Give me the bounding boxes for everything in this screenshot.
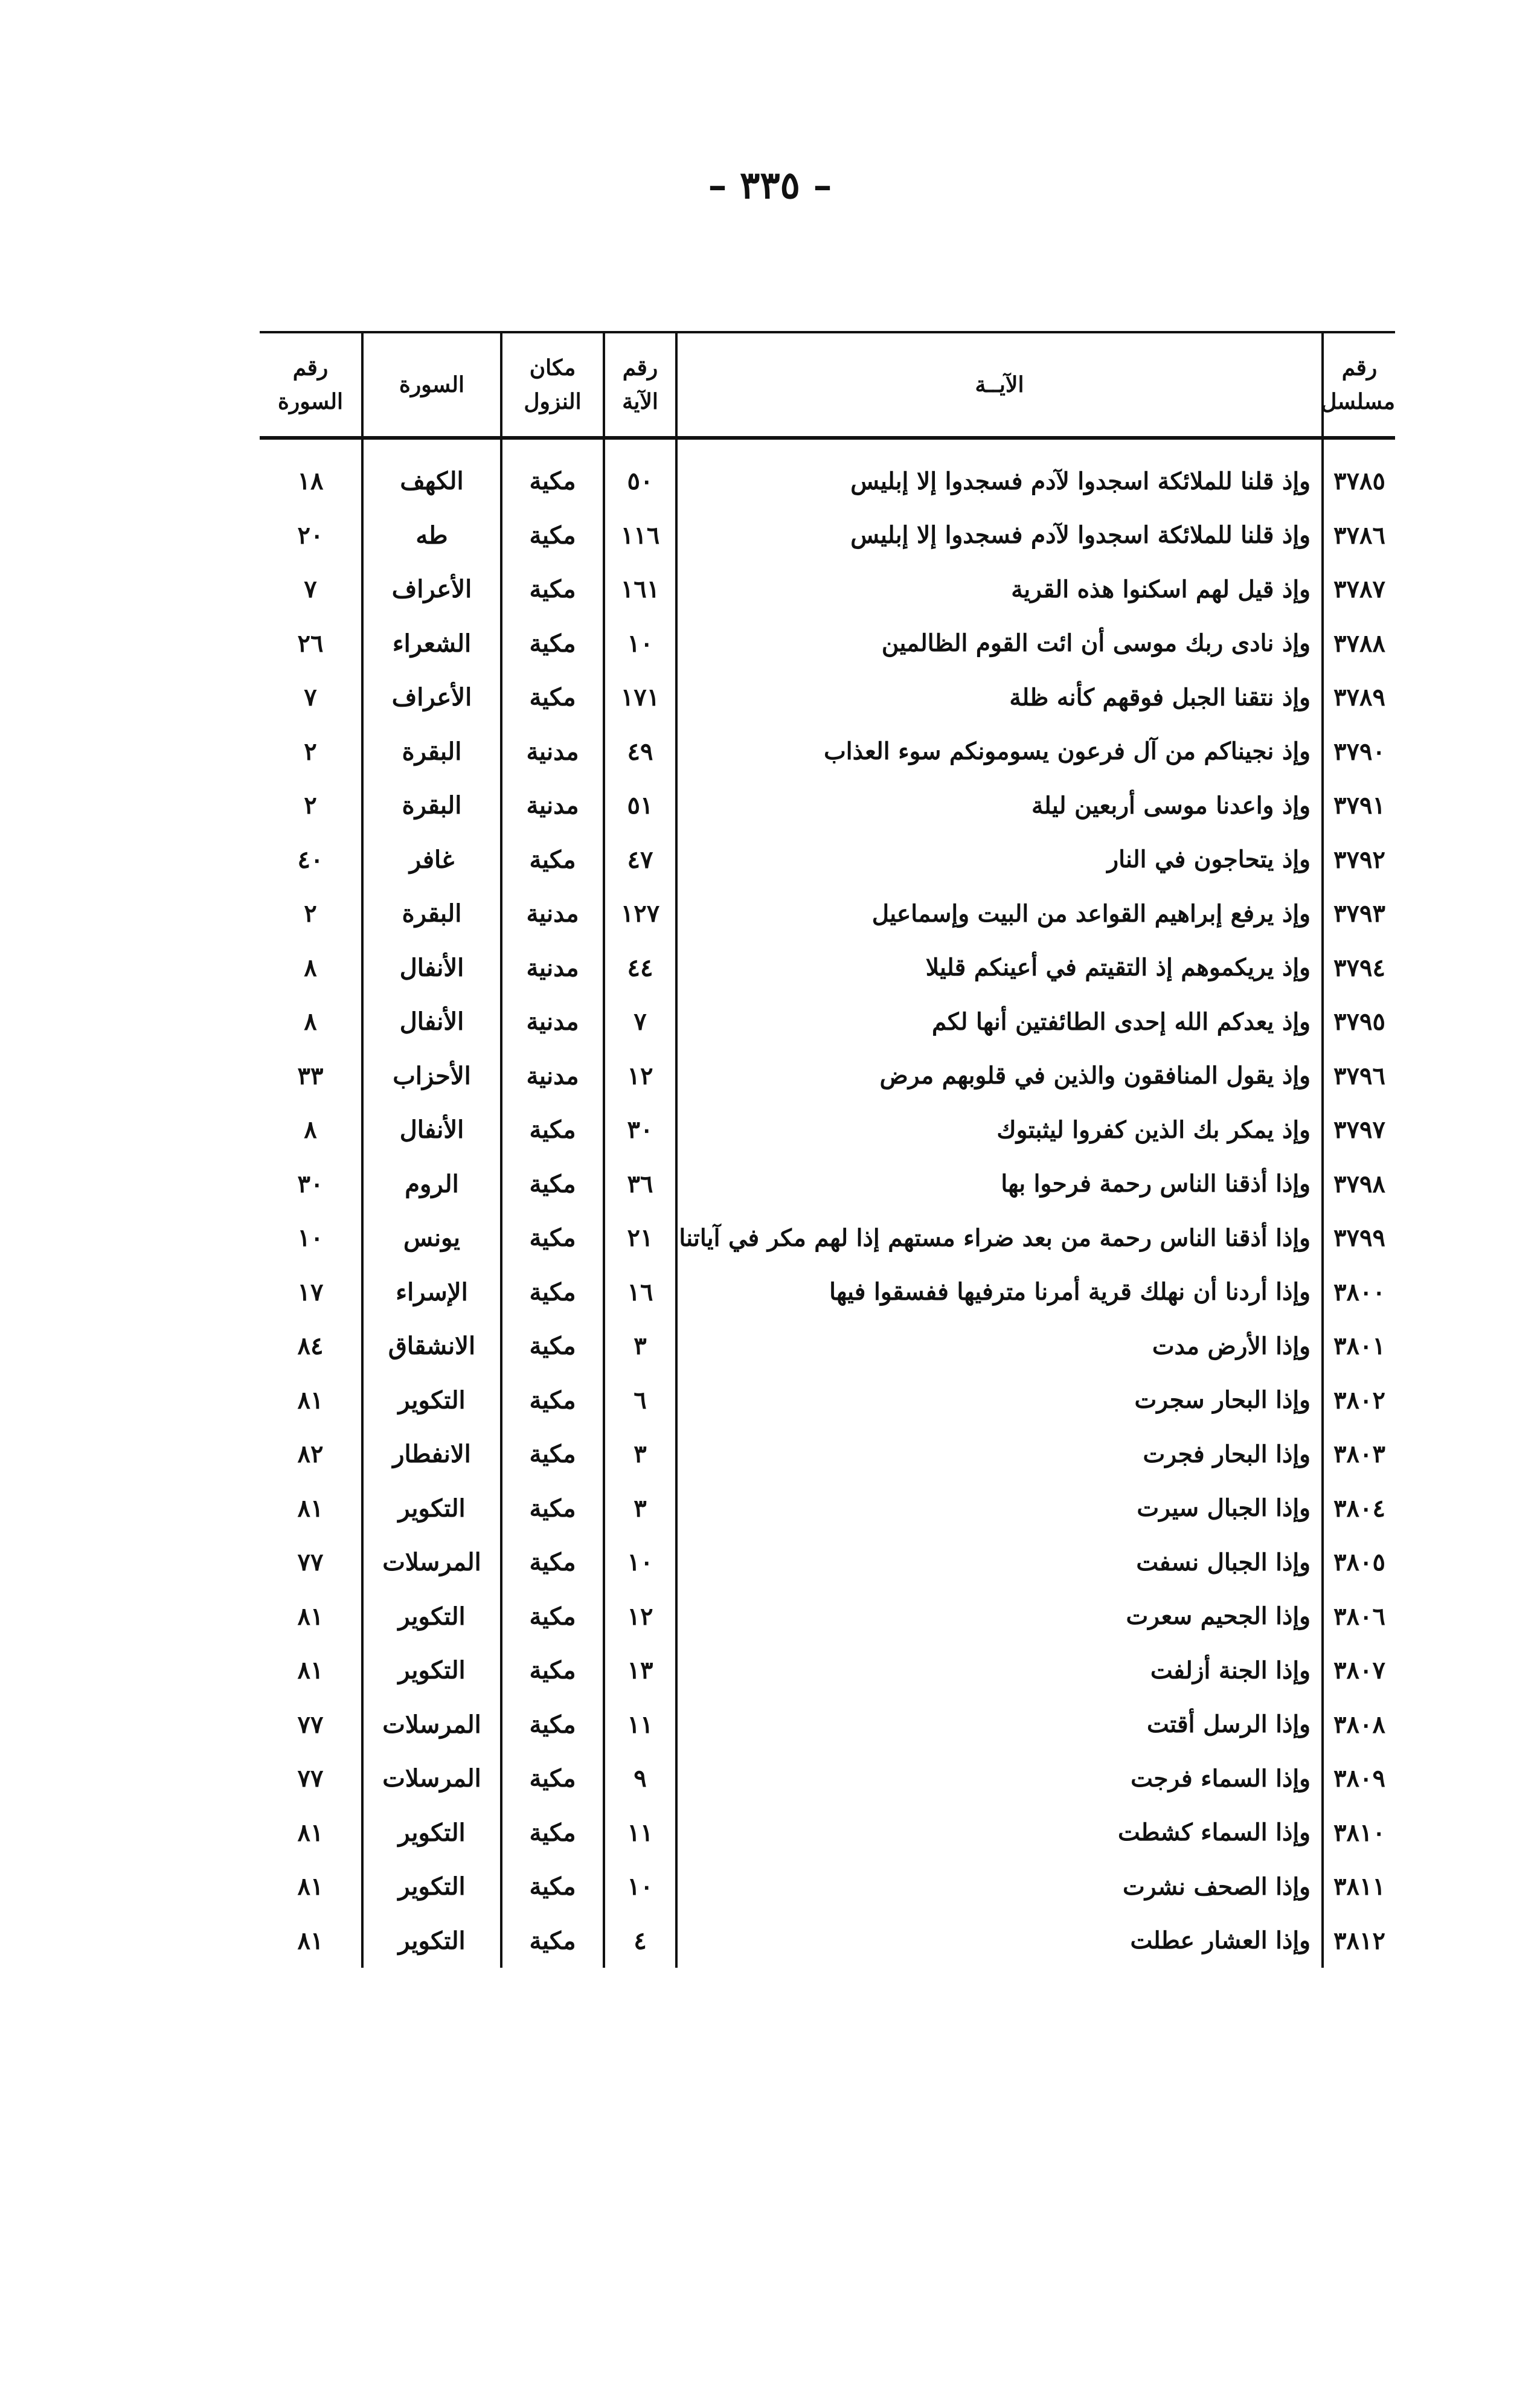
surah-number-cell: ٣٣ xyxy=(297,1061,324,1090)
surah-number-cell: ٤٠ xyxy=(297,845,324,874)
serial-cell: ٣٨٠١ xyxy=(1323,1319,1395,1373)
table-row xyxy=(260,725,1395,779)
ayah-number-cell: ٦ xyxy=(604,1373,676,1428)
serial-cell: ٣٨١٠ xyxy=(1323,1806,1395,1860)
serial-cell: ٣٧٩٣ xyxy=(1323,887,1395,941)
verse-cell: وإذ قلنا للملائكة اسجدوا لآدم فسجدوا إلا إبليس xyxy=(676,509,1323,563)
surah-name-cell: الأعراف xyxy=(362,562,501,617)
serial-cell: ٣٧٩٨ xyxy=(1323,1157,1395,1212)
header-surah: السورة xyxy=(362,333,501,438)
serial-cell: ٣٧٩٧ xyxy=(1323,1103,1395,1157)
surah-number-cell: ٨١ xyxy=(297,1926,324,1955)
ayah-number-cell: ٩ xyxy=(604,1752,676,1806)
table-row xyxy=(260,1265,1395,1320)
revelation-place-cell: مكية xyxy=(501,1319,604,1373)
revelation-place-cell: مكية xyxy=(501,1265,604,1320)
verse-cell: وإذ نادى ربك موسى أن ائت القوم الظالمين xyxy=(676,617,1323,671)
verse-cell: وإذ يعدكم الله إحدى الطائفتين أنها لكم xyxy=(676,995,1323,1049)
surah-name-cell: التكوير xyxy=(362,1860,501,1914)
ayah-number-cell: ١١٦ xyxy=(604,509,676,563)
serial-cell: ٣٧٩٥ xyxy=(1323,995,1395,1049)
verse-cell: وإذ قلنا للملائكة اسجدوا لآدم فسجدوا إلا إبليس xyxy=(676,438,1323,509)
serial-cell: ٣٨١٢ xyxy=(1323,1914,1395,1968)
header-surah-number: رقم السورة xyxy=(260,333,362,438)
surah-number-cell: ٧٧ xyxy=(297,1710,324,1739)
table-row xyxy=(260,833,1395,887)
ayah-number-cell: ١٦١ xyxy=(604,562,676,617)
table-row xyxy=(260,1698,1395,1752)
ayah-number-cell: ١٢٧ xyxy=(604,887,676,941)
surah-number-cell: ٨١ xyxy=(297,1818,324,1847)
ayah-number-cell: ١١ xyxy=(604,1806,676,1860)
surah-number-cell: ٢٦ xyxy=(297,629,324,658)
table-row xyxy=(260,1590,1395,1644)
revelation-place-cell: مكية xyxy=(501,833,604,887)
ayah-number-cell: ٣٦ xyxy=(604,1157,676,1212)
serial-cell: ٣٨٠٩ xyxy=(1323,1752,1395,1806)
surah-name-cell: المرسلات xyxy=(362,1698,501,1752)
serial-cell: ٣٨٠٦ xyxy=(1323,1590,1395,1644)
ayah-number-cell: ٤٤ xyxy=(604,941,676,995)
surah-number-cell: ٢ xyxy=(304,791,317,820)
table-header xyxy=(260,333,1395,438)
revelation-place-cell: مكية xyxy=(501,670,604,725)
table-row xyxy=(260,1427,1395,1482)
serial-cell: ٣٧٨٩ xyxy=(1323,670,1395,725)
verse-cell: وإذ نتقنا الجبل فوقهم كأنه ظلة xyxy=(676,670,1323,725)
revelation-place-cell: مكية xyxy=(501,1482,604,1536)
ayah-number-cell: ١١ xyxy=(604,1698,676,1752)
verse-cell: وإذا البحار فجرت xyxy=(676,1427,1323,1482)
verse-cell: وإذا الجحيم سعرت xyxy=(676,1590,1323,1644)
surah-name-cell: الانفطار xyxy=(362,1427,501,1482)
revelation-place-cell: مكية xyxy=(501,1806,604,1860)
surah-number-cell: ٨١ xyxy=(297,1494,324,1523)
surah-name-cell: الروم xyxy=(362,1157,501,1212)
serial-cell: ٣٨٠٥ xyxy=(1323,1535,1395,1590)
serial-cell: ٣٨٠٠ xyxy=(1323,1265,1395,1320)
serial-cell: ٣٧٩٩ xyxy=(1323,1211,1395,1265)
table-row xyxy=(260,1535,1395,1590)
revelation-place-cell: مكية xyxy=(501,509,604,563)
surah-name-cell: يونس xyxy=(362,1211,501,1265)
header-verse: الآيــة xyxy=(676,333,1323,438)
surah-name-cell: التكوير xyxy=(362,1806,501,1860)
ayah-number-cell: ٣ xyxy=(604,1319,676,1373)
surah-number-cell: ٨١ xyxy=(297,1872,324,1901)
revelation-place-cell: مكية xyxy=(501,1535,604,1590)
table-row xyxy=(260,995,1395,1049)
header-ayah-number: رقم الآية xyxy=(604,333,676,438)
surah-name-cell: البقرة xyxy=(362,779,501,833)
header-serial: رقم مسلسل xyxy=(1323,333,1395,438)
table-row xyxy=(260,562,1395,617)
surah-name-cell: التكوير xyxy=(362,1643,501,1698)
surah-name-cell: الكهف xyxy=(362,438,501,509)
surah-number-cell: ٢ xyxy=(304,737,317,766)
table-row xyxy=(260,887,1395,941)
surah-number-cell: ٨ xyxy=(304,1007,317,1036)
surah-name-cell: الإسراء xyxy=(362,1265,501,1320)
surah-name-cell: غافر xyxy=(362,833,501,887)
table-row xyxy=(260,1914,1395,1968)
ayah-number-cell: ١٠ xyxy=(604,1860,676,1914)
surah-name-cell: التكوير xyxy=(362,1914,501,1968)
surah-name-cell: الأنفال xyxy=(362,941,501,995)
surah-number-cell: ١٨ xyxy=(297,467,324,496)
table-body xyxy=(260,438,1395,1968)
ayah-number-cell: ١٣ xyxy=(604,1643,676,1698)
verse-index-table-wrapper xyxy=(260,331,1395,1968)
revelation-place-cell: مكية xyxy=(501,1103,604,1157)
revelation-place-cell: مكية xyxy=(501,1373,604,1428)
verse-cell: وإذا أذقنا الناس رحمة من بعد ضراء مستهم إذا لهم مكر في آياتنا xyxy=(676,1211,1323,1265)
serial-cell: ٣٧٩٦ xyxy=(1323,1049,1395,1103)
surah-name-cell: الأعراف xyxy=(362,670,501,725)
verse-cell: وإذا الأرض مدت xyxy=(676,1319,1323,1373)
page-number: – ٣٣٥ – xyxy=(708,163,832,207)
verse-cell: وإذا السماء فرجت xyxy=(676,1752,1323,1806)
serial-cell: ٣٧٨٥ xyxy=(1323,438,1395,509)
surah-number-cell: ٨ xyxy=(304,953,317,982)
surah-number-cell: ٧ xyxy=(304,683,317,712)
table-row xyxy=(260,941,1395,995)
ayah-number-cell: ١٢ xyxy=(604,1049,676,1103)
ayah-number-cell: ٣ xyxy=(604,1482,676,1536)
verse-cell: وإذا الجنة أزلفت xyxy=(676,1643,1323,1698)
serial-cell: ٣٨٠٢ xyxy=(1323,1373,1395,1428)
surah-number-cell: ٨١ xyxy=(297,1386,324,1415)
verse-index-table xyxy=(260,333,1395,1968)
serial-cell: ٣٨٠٣ xyxy=(1323,1427,1395,1482)
revelation-place-cell: مدنية xyxy=(501,995,604,1049)
revelation-place-cell: مكية xyxy=(501,562,604,617)
verse-cell: وإذ نجيناكم من آل فرعون يسومونكم سوء العذاب xyxy=(676,725,1323,779)
revelation-place-cell: مكية xyxy=(501,1860,604,1914)
verse-cell: وإذ واعدنا موسى أربعين ليلة xyxy=(676,779,1323,833)
revelation-place-cell: مدنية xyxy=(501,1049,604,1103)
ayah-number-cell: ١٧١ xyxy=(604,670,676,725)
table-row xyxy=(260,670,1395,725)
surah-number-cell: ٧٧ xyxy=(297,1764,324,1793)
table-row xyxy=(260,1752,1395,1806)
table-row xyxy=(260,1157,1395,1212)
serial-cell: ٣٨١١ xyxy=(1323,1860,1395,1914)
serial-cell: ٣٨٠٨ xyxy=(1323,1698,1395,1752)
revelation-place-cell: مكية xyxy=(501,1752,604,1806)
surah-name-cell: التكوير xyxy=(362,1482,501,1536)
serial-cell: ٣٧٩٤ xyxy=(1323,941,1395,995)
serial-cell: ٣٧٩٠ xyxy=(1323,725,1395,779)
table-row xyxy=(260,1860,1395,1914)
serial-cell: ٣٧٩٢ xyxy=(1323,833,1395,887)
serial-cell: ٣٧٨٨ xyxy=(1323,617,1395,671)
revelation-place-cell: مدنية xyxy=(501,725,604,779)
revelation-place-cell: مكية xyxy=(501,617,604,671)
revelation-place-cell: مكية xyxy=(501,1914,604,1968)
surah-name-cell: الانشقاق xyxy=(362,1319,501,1373)
surah-name-cell: طه xyxy=(362,509,501,563)
table-row xyxy=(260,438,1395,509)
surah-number-cell: ١٠ xyxy=(297,1224,324,1253)
verse-cell: وإذ يمكر بك الذين كفروا ليثبتوك xyxy=(676,1103,1323,1157)
surah-number-cell: ١٧ xyxy=(297,1277,324,1306)
surah-name-cell: البقرة xyxy=(362,887,501,941)
serial-cell: ٣٧٨٧ xyxy=(1323,562,1395,617)
surah-name-cell: الأحزاب xyxy=(362,1049,501,1103)
ayah-number-cell: ٢١ xyxy=(604,1211,676,1265)
verse-cell: وإذا الصحف نشرت xyxy=(676,1860,1323,1914)
table-row xyxy=(260,1103,1395,1157)
ayah-number-cell: ١٠ xyxy=(604,1535,676,1590)
ayah-number-cell: ١٠ xyxy=(604,617,676,671)
surah-name-cell: الأنفال xyxy=(362,1103,501,1157)
ayah-number-cell: ١٦ xyxy=(604,1265,676,1320)
verse-cell: وإذا السماء كشطت xyxy=(676,1806,1323,1860)
revelation-place-cell: مدنية xyxy=(501,779,604,833)
revelation-place-cell: مدنية xyxy=(501,941,604,995)
table-row xyxy=(260,1482,1395,1536)
surah-number-cell: ٨ xyxy=(304,1116,317,1145)
serial-cell: ٣٨٠٤ xyxy=(1323,1482,1395,1536)
table-row xyxy=(260,617,1395,671)
table-row xyxy=(260,1643,1395,1698)
header-revelation-place: مكان النزول xyxy=(501,333,604,438)
revelation-place-cell: مكية xyxy=(501,1698,604,1752)
revelation-place-cell: مكية xyxy=(501,438,604,509)
ayah-number-cell: ٥١ xyxy=(604,779,676,833)
surah-number-cell: ٧٧ xyxy=(297,1548,324,1577)
verse-cell: وإذا أردنا أن نهلك قرية أمرنا مترفيها ففسقوا فيها xyxy=(676,1265,1323,1320)
verse-cell: وإذ يتحاجون في النار xyxy=(676,833,1323,887)
revelation-place-cell: مكية xyxy=(501,1427,604,1482)
table-row xyxy=(260,1806,1395,1860)
surah-name-cell: المرسلات xyxy=(362,1752,501,1806)
ayah-number-cell: ٤٧ xyxy=(604,833,676,887)
table-row xyxy=(260,779,1395,833)
revelation-place-cell: مكية xyxy=(501,1643,604,1698)
ayah-number-cell: ٤ xyxy=(604,1914,676,1968)
serial-cell: ٣٨٠٧ xyxy=(1323,1643,1395,1698)
table-row xyxy=(260,1319,1395,1373)
surah-name-cell: التكوير xyxy=(362,1373,501,1428)
surah-number-cell: ٨٤ xyxy=(297,1332,324,1361)
surah-number-cell: ٢ xyxy=(304,899,317,928)
verse-cell: وإذ يرفع إبراهيم القواعد من البيت وإسماعيل xyxy=(676,887,1323,941)
ayah-number-cell: ٣٠ xyxy=(604,1103,676,1157)
verse-cell: وإذا الجبال سيرت xyxy=(676,1482,1323,1536)
surah-name-cell: الأنفال xyxy=(362,995,501,1049)
revelation-place-cell: مكية xyxy=(501,1211,604,1265)
revelation-place-cell: مدنية xyxy=(501,887,604,941)
surah-number-cell: ٣٠ xyxy=(297,1169,324,1198)
surah-number-cell: ٧ xyxy=(304,575,317,604)
ayah-number-cell: ٣ xyxy=(604,1427,676,1482)
surah-name-cell: الشعراء xyxy=(362,617,501,671)
verse-cell: وإذ يقول المنافقون والذين في قلوبهم مرض xyxy=(676,1049,1323,1103)
table-row xyxy=(260,1049,1395,1103)
surah-number-cell: ٨١ xyxy=(297,1656,324,1685)
surah-number-cell: ٨٢ xyxy=(297,1440,324,1469)
table-row xyxy=(260,1211,1395,1265)
verse-cell: وإذا العشار عطلت xyxy=(676,1914,1323,1968)
ayah-number-cell: ٥٠ xyxy=(604,438,676,509)
surah-number-cell: ٢٠ xyxy=(297,521,324,550)
surah-number-cell: ٨١ xyxy=(297,1602,324,1631)
verse-cell: وإذ قيل لهم اسكنوا هذه القرية xyxy=(676,562,1323,617)
revelation-place-cell: مكية xyxy=(501,1157,604,1212)
serial-cell: ٣٧٩١ xyxy=(1323,779,1395,833)
verse-cell: وإذا أذقنا الناس رحمة فرحوا بها xyxy=(676,1157,1323,1212)
surah-name-cell: التكوير xyxy=(362,1590,501,1644)
serial-cell: ٣٧٨٦ xyxy=(1323,509,1395,563)
revelation-place-cell: مكية xyxy=(501,1590,604,1644)
ayah-number-cell: ١٢ xyxy=(604,1590,676,1644)
verse-cell: وإذا البحار سجرت xyxy=(676,1373,1323,1428)
surah-name-cell: البقرة xyxy=(362,725,501,779)
ayah-number-cell: ٧ xyxy=(604,995,676,1049)
table-row xyxy=(260,1373,1395,1428)
surah-name-cell: المرسلات xyxy=(362,1535,501,1590)
verse-cell: وإذا الرسل أقتت xyxy=(676,1698,1323,1752)
table-row xyxy=(260,509,1395,563)
verse-cell: وإذا الجبال نسفت xyxy=(676,1535,1323,1590)
verse-cell: وإذ يريكموهم إذ التقيتم في أعينكم قليلا xyxy=(676,941,1323,995)
ayah-number-cell: ٤٩ xyxy=(604,725,676,779)
